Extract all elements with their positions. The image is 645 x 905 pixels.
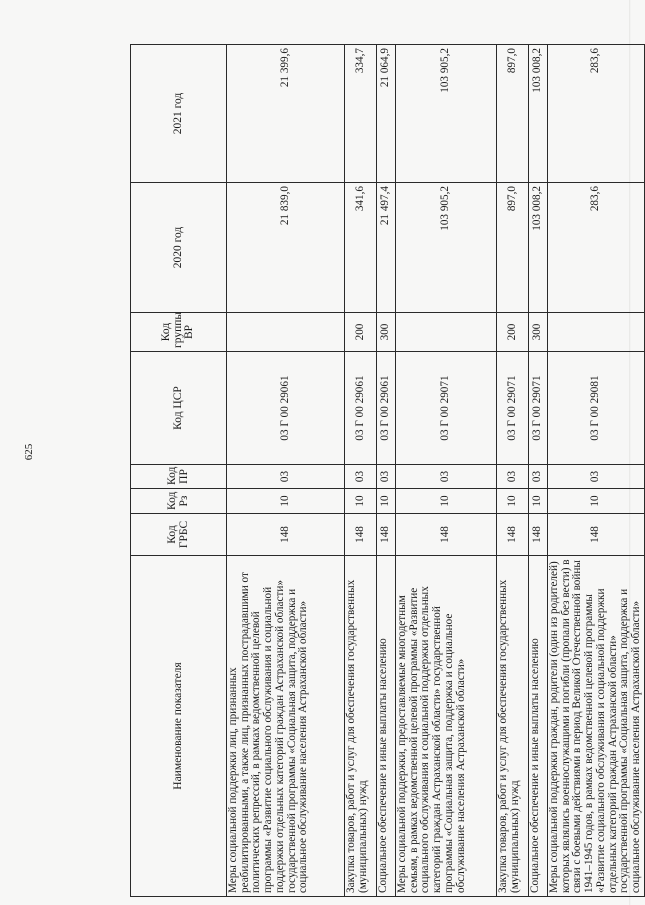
row-grbs: 148 bbox=[497, 514, 529, 556]
row-pr: 03 bbox=[548, 465, 645, 489]
header-csr: Код ЦСР bbox=[131, 352, 227, 465]
table-row bbox=[377, 45, 396, 897]
row-csr: 03 Г 00 29071 bbox=[396, 352, 497, 465]
row-vr bbox=[227, 313, 345, 352]
table-row bbox=[227, 45, 345, 897]
row-csr: 03 Г 00 29071 bbox=[529, 352, 548, 465]
row-2021: 283,6 bbox=[548, 45, 645, 183]
row-grbs: 148 bbox=[529, 514, 548, 556]
header-rz: Код Рз bbox=[131, 489, 227, 514]
row-2021: 21 064,9 bbox=[377, 45, 396, 183]
row-2021: 334,7 bbox=[345, 45, 377, 183]
row-grbs: 148 bbox=[396, 514, 497, 556]
row-grbs: 148 bbox=[227, 514, 345, 556]
row-rz: 10 bbox=[345, 489, 377, 514]
row-pr: 03 bbox=[377, 465, 396, 489]
row-2021: 21 399,6 bbox=[227, 45, 345, 183]
page-number: 625 bbox=[23, 443, 35, 461]
row-pr: 03 bbox=[345, 465, 377, 489]
row-pr: 03 bbox=[529, 465, 548, 489]
budget-table bbox=[130, 44, 645, 897]
row-pr: 03 bbox=[497, 465, 529, 489]
header-year-2020: 2020 год bbox=[131, 183, 227, 313]
row-name: Меры социальной поддержки лиц, признанных реабилитированными, а также лиц, признанных пострадавшими от политических репрессий, в рамках ведомственной целевой программы «Развитие социального обслуживания и социальной поддержки отдельных категорий граждан Астраханской области» государственной программы «Социальная защита, поддержка и социальное обслуживание населения Астраханской области» bbox=[227, 556, 345, 897]
row-2021: 103 008,2 bbox=[529, 45, 548, 183]
row-rz: 10 bbox=[377, 489, 396, 514]
table-row bbox=[529, 45, 548, 897]
row-grbs: 148 bbox=[548, 514, 645, 556]
table-row bbox=[548, 45, 645, 897]
row-csr: 03 Г 00 29081 bbox=[548, 352, 645, 465]
row-rz: 10 bbox=[548, 489, 645, 514]
row-2020: 103 008,2 bbox=[529, 183, 548, 313]
table-row bbox=[345, 45, 377, 897]
row-2020: 21 839,0 bbox=[227, 183, 345, 313]
row-name: Социальное обеспечение и иные выплаты населению bbox=[529, 556, 548, 897]
row-grbs: 148 bbox=[377, 514, 396, 556]
header-name: Наименование показателя bbox=[131, 556, 227, 897]
row-rz: 10 bbox=[227, 489, 345, 514]
row-csr: 03 Г 00 29061 bbox=[345, 352, 377, 465]
header-grbs: Код ГРБС bbox=[131, 514, 227, 556]
row-grbs: 148 bbox=[345, 514, 377, 556]
row-rz: 10 bbox=[396, 489, 497, 514]
row-name: Социальное обеспечение и иные выплаты населению bbox=[377, 556, 396, 897]
row-rz: 10 bbox=[497, 489, 529, 514]
rotated-table-container bbox=[130, 45, 642, 897]
row-2020: 103 905,2 bbox=[396, 183, 497, 313]
row-pr: 03 bbox=[227, 465, 345, 489]
row-vr bbox=[396, 313, 497, 352]
row-vr: 200 bbox=[345, 313, 377, 352]
row-vr bbox=[548, 313, 645, 352]
row-2020: 341,6 bbox=[345, 183, 377, 313]
rotated-page bbox=[130, 45, 642, 897]
row-2020: 283,6 bbox=[548, 183, 645, 313]
table-header-row bbox=[131, 45, 227, 897]
row-rz: 10 bbox=[529, 489, 548, 514]
row-2021: 103 905,2 bbox=[396, 45, 497, 183]
row-vr: 300 bbox=[377, 313, 396, 352]
row-vr: 200 bbox=[497, 313, 529, 352]
row-csr: 03 Г 00 29061 bbox=[227, 352, 345, 465]
row-2020: 21 497,4 bbox=[377, 183, 396, 313]
row-name: Закупка товаров, работ и услуг для обеспечения государственных (муниципальных) нужд bbox=[497, 556, 529, 897]
row-2021: 897,0 bbox=[497, 45, 529, 183]
row-csr: 03 Г 00 29071 bbox=[497, 352, 529, 465]
header-vr: Код группы ВР bbox=[131, 313, 227, 352]
row-2020: 897,0 bbox=[497, 183, 529, 313]
row-vr: 300 bbox=[529, 313, 548, 352]
header-pr: Код ПР bbox=[131, 465, 227, 489]
row-csr: 03 Г 00 29061 bbox=[377, 352, 396, 465]
row-name: Меры социальной поддержки, предоставляемые многодетным семьям, в рамках ведомственной целевой программы «Развитие социального обслуживания и социальной поддержки отдельных категорий граждан Астраханской области» государственной программы «Социальная защита, поддержка и социальное обслуживание населения Астраханской области» bbox=[396, 556, 497, 897]
row-name: Закупка товаров, работ и услуг для обеспечения государственных (муниципальных) нужд bbox=[345, 556, 377, 897]
header-year-2021: 2021 год bbox=[131, 45, 227, 183]
row-pr: 03 bbox=[396, 465, 497, 489]
row-name: Меры социальной поддержки граждан, родители (один из родителей) которых являлись военнослужащими и погибли (пропали без вести) в связи с боевыми действиями в период Великой Отечественной войны 1941–1945 годов, в рамках ведомственной целевой программы «Развитие социального обслуживания и социальной поддержки отдельных категорий граждан Астраханской области» государственной программы «Социальная защита, поддержка и социальное обслуживание населения Астраханской области» bbox=[548, 556, 645, 897]
table-row bbox=[396, 45, 497, 897]
table-row bbox=[497, 45, 529, 897]
